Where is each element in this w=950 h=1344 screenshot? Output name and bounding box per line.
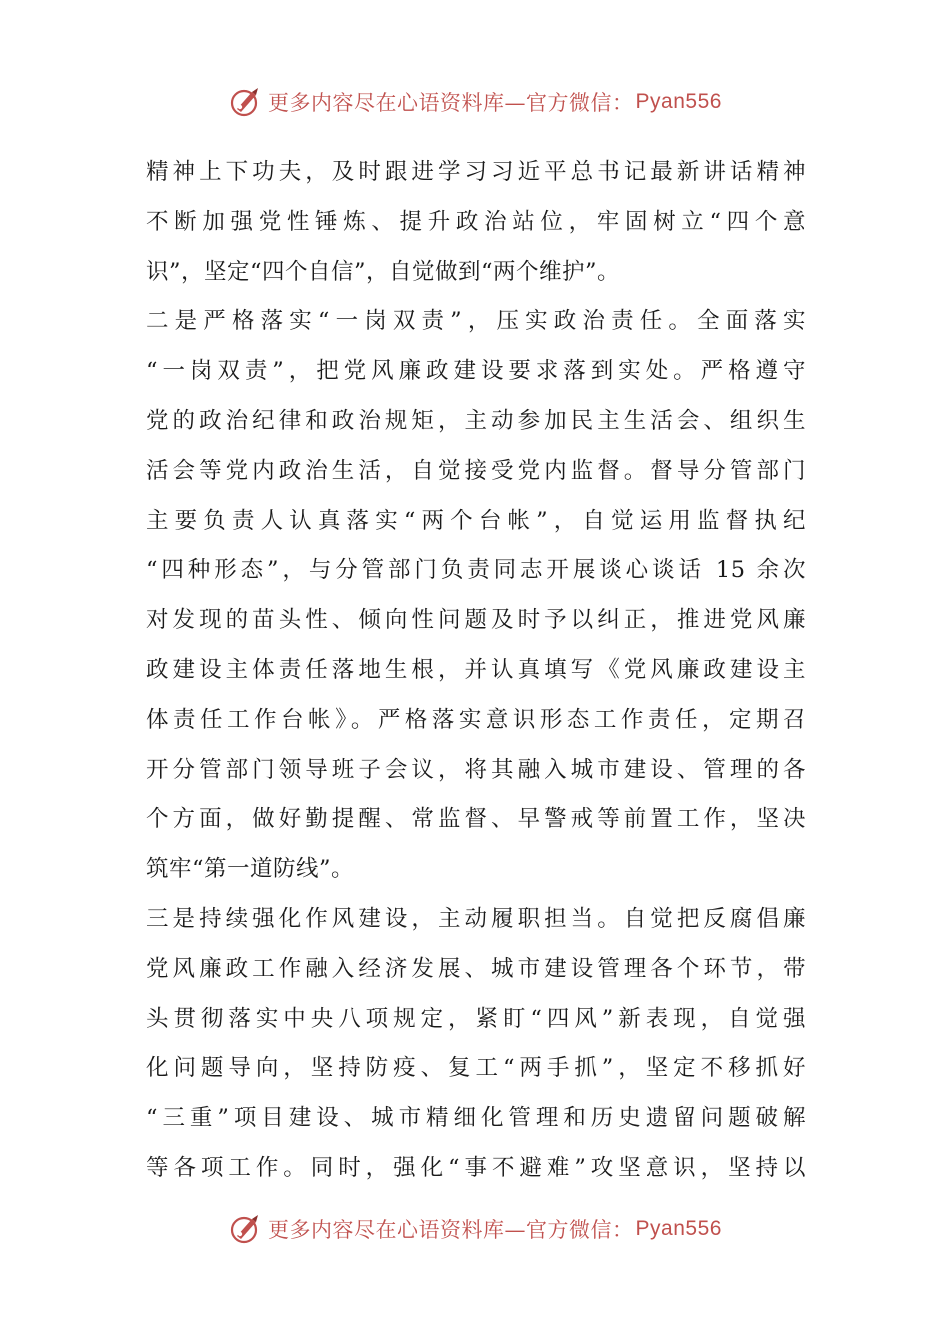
text-line: 活会等党内政治生活，自觉接受党内监督。督导分管部门 xyxy=(146,457,806,484)
document-body xyxy=(146,148,806,1194)
watermark-text: 更多内容尽在心语资料库—官方微信： xyxy=(268,1218,634,1242)
text-line: “三重”项目建设、城市精细化管理和历史遗留问题破解 xyxy=(146,1105,806,1132)
text-line: 精神上下功夫，及时跟进学习习近平总书记最新讲话精神 xyxy=(146,159,806,185)
text-line: 识”，坚定“四个自信”，自觉做到“两个维护”。 xyxy=(146,258,621,285)
text-line: 化问题导向，坚持防疫、复工“两手抓”，坚定不移抓好 xyxy=(146,1055,806,1082)
text-line: 党风廉政工作融入经济发展、城市建设管理各个环节，带 xyxy=(146,955,806,982)
pen-circle-icon xyxy=(228,1212,262,1246)
text-line: 筑牢“第一道防线”。 xyxy=(146,856,355,883)
text-line: 不断加强党性锤炼、提升政治站位，牢固树立“四个意 xyxy=(146,208,806,235)
text-line: 体责任工作台帐》。严格落实意识形态工作责任，定期召 xyxy=(146,706,806,733)
text-line: 头贯彻落实中央八项规定，紧盯“四风”新表现，自觉强 xyxy=(146,1005,806,1032)
text-line: 三是持续强化作风建设，主动履职担当。自觉把反腐倡廉 xyxy=(146,905,806,932)
text-line: 党的政治纪律和政治规矩，主动参加民主生活会、组织生 xyxy=(146,407,806,434)
watermark-account: Pyan556 xyxy=(635,90,722,113)
text-line: “一岗双责”，把党风廉政建设要求落到实处。严格遵守 xyxy=(146,358,806,385)
text-line: 个方面，做好勤提醒、常监督、早警戒等前置工作，坚决 xyxy=(146,806,806,833)
text-line: “四种形态”，与分管部门负责同志开展谈心谈话 15 余次 xyxy=(146,557,806,584)
header-watermark xyxy=(0,82,950,122)
text-line: 主要负责人认真落实“两个台帐”，自觉运用监督执纪 xyxy=(146,507,806,534)
watermark-account: Pyan556 xyxy=(635,1217,722,1240)
watermark-text: 更多内容尽在心语资料库—官方微信： xyxy=(268,91,634,115)
footer-watermark xyxy=(0,1209,950,1249)
text-line: 政建设主体责任落地生根，并认真填写《党风廉政建设主 xyxy=(146,656,806,683)
text-line: 对发现的苗头性、倾向性问题及时予以纠正，推进党风廉 xyxy=(146,607,806,634)
text-line: 二是严格落实“一岗双责”，压实政治责任。全面落实 xyxy=(146,308,806,335)
text-line: 开分管部门领导班子会议，将其融入城市建设、管理的各 xyxy=(146,756,806,783)
text-line: 等各项工作。同时，强化“事不避难”攻坚意识，坚持以 xyxy=(146,1154,806,1181)
pen-circle-icon xyxy=(228,85,262,119)
